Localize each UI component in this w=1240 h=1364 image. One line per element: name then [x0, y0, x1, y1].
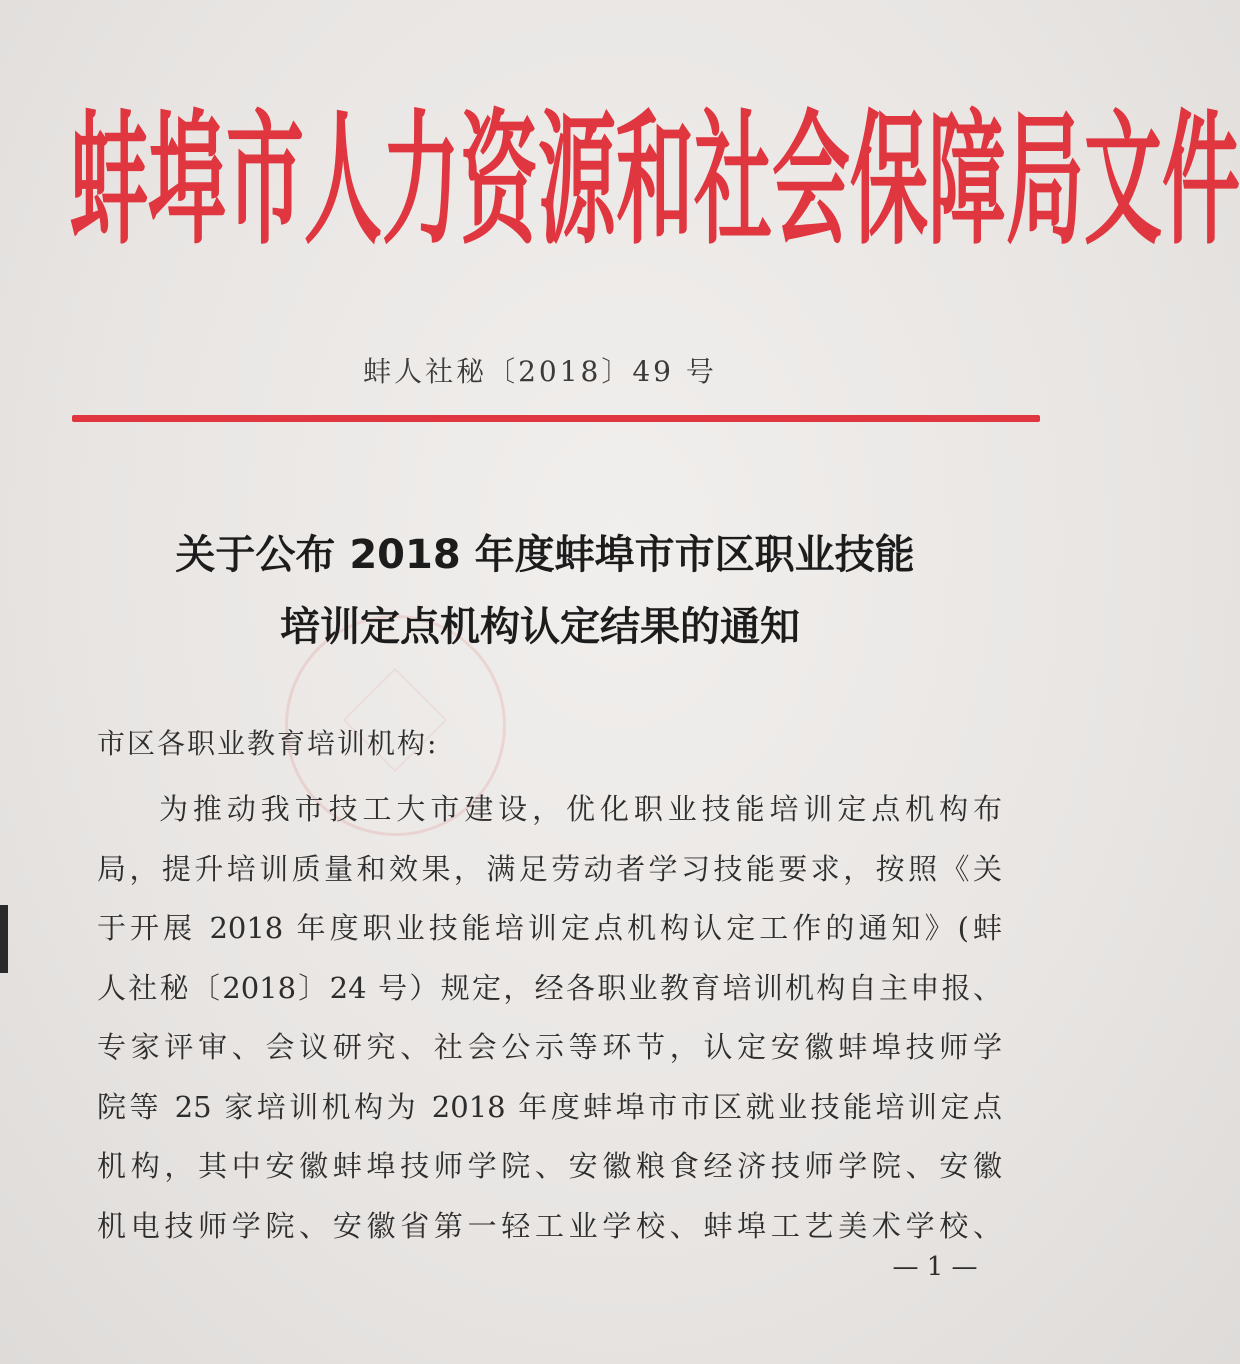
notice-title-line-1: 关于公布 2018 年度蚌埠市市区职业技能	[175, 532, 915, 578]
notice-title	[0, 520, 1080, 662]
body-line: 为推动我市技工大市建设，优化职业技能培训定点机构布	[159, 792, 1002, 826]
header-title-text: 蚌埠市人力资源和社会保障局文件	[70, 98, 1240, 266]
body-line: 专家评审、会议研究、社会公示等环节，认定安徽蚌埠技师学	[97, 1030, 1002, 1064]
document-header-title	[70, 16, 1240, 349]
body-line: 人社秘〔2018〕24 号）规定，经各职业教育培训机构自主申报、	[97, 970, 1002, 1005]
salutation: 市区各职业教育培训机构:	[97, 727, 439, 760]
body-line: 院等 25 家培训机构为 2018 年度蚌埠市市区就业技能培训定点	[97, 1089, 1002, 1124]
notice-title-line-2: 培训定点机构认定结果的通知	[280, 604, 800, 650]
body-line: 机电技师学院、安徽省第一轻工业学校、蚌埠工艺美术学校、	[97, 1208, 1002, 1243]
red-divider-line	[72, 415, 1040, 422]
document-number: 蚌人社秘〔2018〕49 号	[363, 355, 717, 388]
body-line: 局，提升培训质量和效果，满足劳动者学习技能要求，按照《关	[97, 851, 1002, 886]
body-line: 机构，其中安徽蚌埠技师学院、安徽粮食经济技师学院、安徽	[97, 1149, 1002, 1183]
page-number: — 1 —	[892, 1252, 978, 1282]
binding-clip-mark	[0, 905, 8, 973]
body-line: 于开展 2018 年度职业技能培训定点机构认定工作的通知》(蚌	[97, 911, 1002, 945]
body-paragraph	[97, 780, 1002, 1256]
